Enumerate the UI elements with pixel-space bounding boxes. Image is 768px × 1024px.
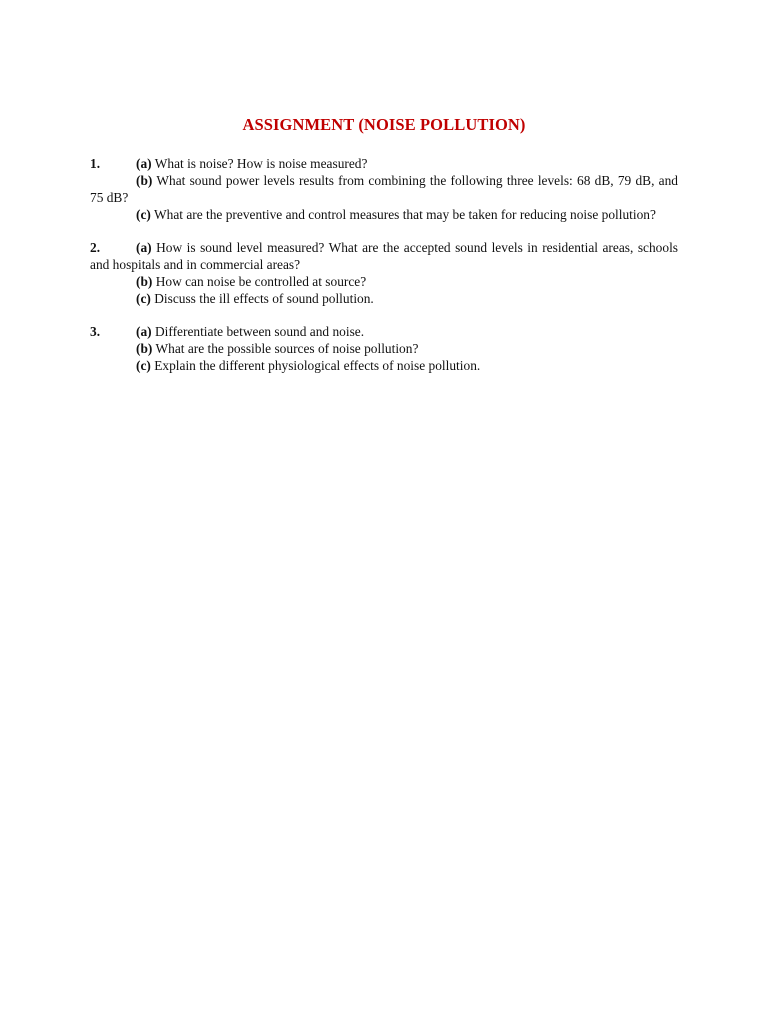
part-text: How is sound level measured? What are the accepted sound levels in residential areas, schools and hospitals and in commercial areas? — [90, 240, 678, 272]
question-3-part-c — [90, 357, 678, 374]
part-label: (c) — [136, 207, 151, 222]
part-label: (b) — [136, 274, 153, 289]
question-2 — [90, 239, 678, 307]
question-1-part-b — [90, 172, 678, 206]
question-list — [90, 155, 678, 390]
part-label: (a) — [136, 156, 152, 171]
question-1-part-c — [90, 206, 678, 223]
part-text: How can noise be controlled at source? — [152, 274, 367, 289]
part-label: (b) — [136, 341, 153, 356]
part-text: What are the possible sources of noise pollution? — [152, 341, 419, 356]
question-3-part-a — [90, 323, 678, 340]
part-text: What is noise? How is noise measured? — [151, 156, 368, 171]
question-number: 2. — [90, 240, 101, 255]
question-3-part-b — [90, 340, 678, 357]
part-text: Differentiate between sound and noise. — [151, 324, 365, 339]
part-text: What are the preventive and control measures that may be taken for reducing noise pollution? — [150, 207, 656, 222]
question-1-part-a — [90, 155, 678, 172]
question-number: 3. — [90, 324, 101, 339]
part-label: (a) — [136, 240, 152, 255]
part-text: Discuss the ill effects of sound pollution. — [150, 291, 374, 306]
part-text: What sound power levels results from combining the following three levels: 68 dB, 79 dB, and 75 dB? — [90, 173, 678, 205]
question-2-part-b — [90, 273, 678, 290]
assignment-title: ASSIGNMENT (NOISE POLLUTION) — [242, 115, 526, 134]
question-3 — [90, 323, 678, 374]
part-label: (b) — [136, 173, 153, 188]
question-2-part-c — [90, 290, 678, 307]
part-label: (c) — [136, 291, 151, 306]
part-text: Explain the different physiological effects of noise pollution. — [150, 358, 481, 373]
part-label: (a) — [136, 324, 152, 339]
question-1 — [90, 155, 678, 223]
part-label: (c) — [136, 358, 151, 373]
question-2-part-a — [90, 239, 678, 273]
question-number: 1. — [90, 156, 101, 171]
